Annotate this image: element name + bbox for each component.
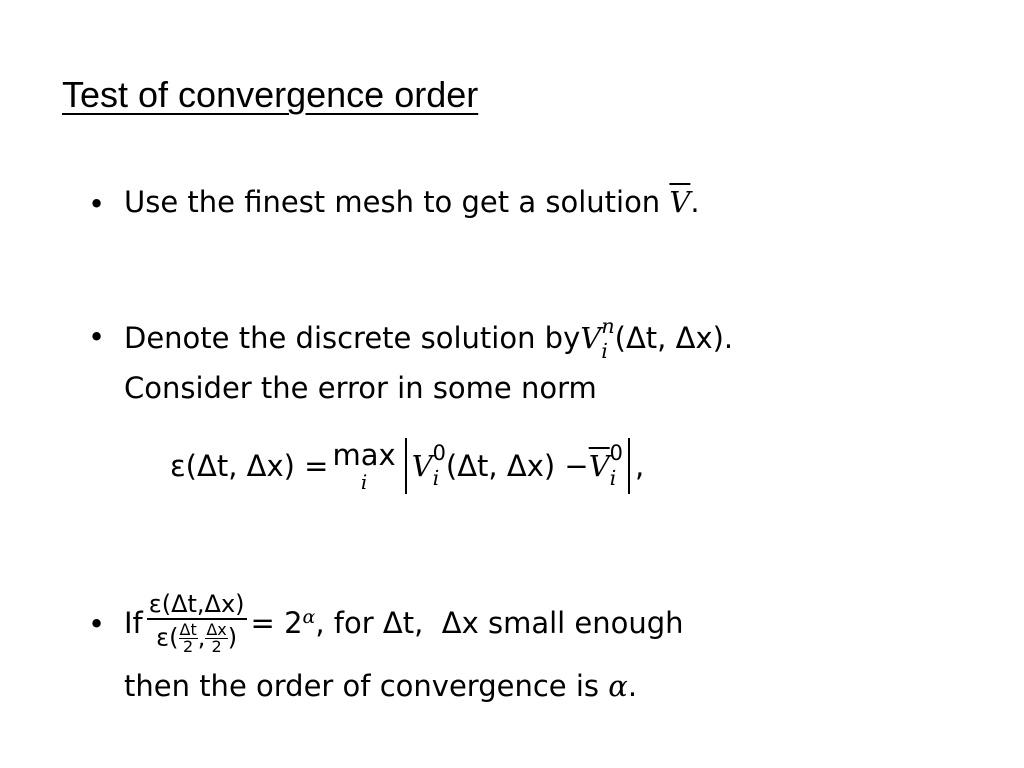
eq-v-symbol: V [411,449,433,483]
ratio-fraction [147,592,247,655]
half-dx-num: Δx [206,620,227,639]
eq-mid: (Δt, Δx) − [445,449,589,483]
v-indices [601,314,615,363]
eq-comma: , [315,606,325,640]
bullet-3-text [124,592,684,655]
eq-v-sup: 0 [432,441,446,466]
alpha-symbol: α [608,669,628,703]
den-close: ) [227,623,238,652]
bullet-dot: • [88,320,106,354]
alpha-exponent: α [302,606,316,628]
bullet-2-text [124,314,734,363]
abs-bar-right [628,438,630,494]
half-dx [205,622,227,655]
bullet-1-text [124,185,700,219]
slide-title: Test of convergence order [62,74,479,115]
condition-text: for Δt, Δx small enough [324,606,684,640]
bullet-3-line-2 [124,669,638,703]
den-sep: , [197,623,206,652]
half-dt-den: 2 [183,637,194,656]
ratio-denominator [156,620,237,655]
eq-tail: , [634,449,645,483]
eq-vbar-sub: i [609,466,617,490]
conclusion-text: then the order of convergence is [124,669,609,703]
max-label: max [332,438,396,472]
abs-bar-left [405,438,407,494]
half-dt [179,622,198,655]
den-open: ε( [156,623,179,652]
if-label: If [124,606,143,640]
max-operator [332,438,395,494]
eq-v-sub: i [432,466,440,490]
v-superscript: n [601,314,615,338]
bullet-dot: • [88,607,106,641]
v-bar-symbol: $\overline{V}$ [669,185,691,219]
half-dt-num: Δt [179,620,197,639]
eq-lhs: ε(Δt, Δx) = [170,449,329,483]
conclusion-end: . [627,669,638,703]
eq-vbar-sup: 0 [609,441,623,466]
error-equation [170,438,644,494]
max-index: i [360,470,368,494]
eq-two: = 2 [250,606,303,640]
bullet-2-label: Denote the discrete solution by [124,321,581,356]
ratio-numerator: ε(Δt,Δx) [148,590,245,618]
eq-v-indices [432,441,446,490]
bullet-2-line-2: Consider the error in some norm [124,371,597,405]
v-args: (Δt, Δx). [614,321,734,356]
bullet-1-end: . [690,185,700,219]
v-symbol: V [580,321,602,356]
eq-vbar-indices [609,441,623,490]
bullet-1-label: Use the finest mesh to get a solution [124,185,670,219]
half-dx-den: 2 [211,637,222,656]
bullet-dot: • [88,187,106,221]
v-subscript: i [601,338,608,363]
eq-vbar-symbol: $\overline{V}$ [588,449,610,483]
